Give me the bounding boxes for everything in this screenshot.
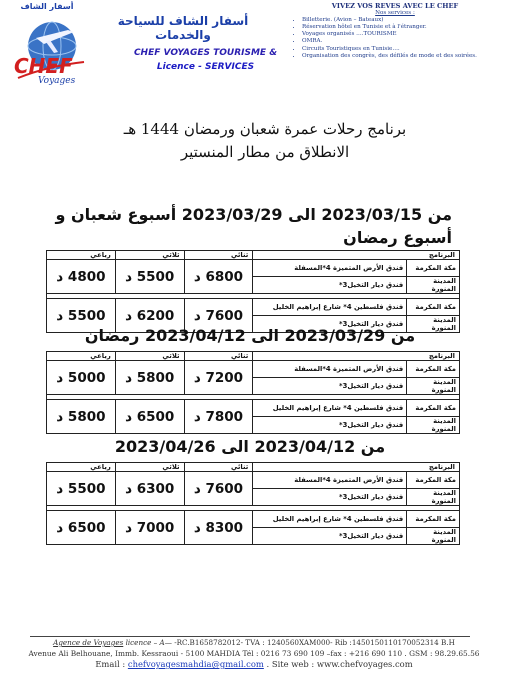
logo-subtext: Voyages (38, 76, 76, 86)
col-header-triple: ثلاثي (115, 352, 184, 361)
city-cell: المدينة المنورة (407, 417, 460, 434)
services-list (288, 17, 502, 60)
service-item: • Circuits Touristiques en Tunisie…. (302, 46, 502, 53)
table-row (47, 511, 460, 528)
price-quad: 5800 د (47, 400, 116, 434)
section-heading-1: من 2023/03/15 الى 2023/03/29 أسبوع شعبان و أسبوع رمضان (55, 205, 452, 247)
logo-text: CHEF (14, 54, 73, 78)
price-double: 7800 د (184, 400, 253, 434)
col-header-double: ثنائي (184, 251, 253, 260)
table-row (47, 400, 460, 417)
col-header-quad: رباعي (47, 463, 116, 472)
col-header-double: ثنائي (184, 352, 253, 361)
table-row (47, 299, 460, 316)
slogan: VIVEZ VOS REVES AVEC LE CHEF (331, 2, 459, 10)
city-cell: المدينة المنورة (407, 489, 460, 506)
price-triple: 6500 د (115, 400, 184, 434)
col-header-program: البرنامج (253, 463, 460, 472)
hotel-cell: فندق ديار التخيل3* (253, 528, 407, 545)
price-table-3 (46, 462, 460, 545)
email-label: Email : (95, 659, 126, 669)
hotel-cell: فندق ديار التخيل3* (253, 277, 407, 294)
footer-address-line (24, 648, 484, 659)
city-cell: مكة المكرمة (407, 472, 460, 489)
price-quad: 6500 د (47, 511, 116, 545)
footer-address: Avenue Ali Belhouane, Immb. Kessraoui - 5100 MAHDIA (28, 649, 241, 658)
city-cell: المدينة المنورة (407, 316, 460, 333)
city-cell: مكة المكرمة (407, 299, 460, 316)
col-header-quad: رباعي (47, 251, 116, 260)
services-label: SERVICES (205, 62, 255, 72)
col-header-program: البرنامج (253, 352, 460, 361)
chef-logo (8, 2, 92, 94)
service-item: • Réservation hôtel en Tunisie et à l'étranger. (302, 24, 502, 31)
agency-name-french (128, 46, 283, 74)
city-cell: المدينة المنورة (407, 277, 460, 294)
city-cell: مكة المكرمة (407, 260, 460, 277)
price-double: 8300 د (184, 511, 253, 545)
service-item: • Billetterie. (Avion – Bateaux) (302, 17, 502, 24)
price-triple: 5800 د (115, 361, 184, 395)
price-quad: 4800 د (47, 260, 116, 294)
footer-licence: licence – A— (125, 638, 172, 647)
city-cell: مكة المكرمة (407, 511, 460, 528)
price-triple: 7000 د (115, 511, 184, 545)
footer-contact-line (24, 659, 484, 670)
col-header-quad: رباعي (47, 352, 116, 361)
col-header-double: ثنائي (184, 463, 253, 472)
price-table-1 (46, 250, 460, 333)
city-cell: مكة المكرمة (407, 361, 460, 378)
col-header-triple: ثلاثي (115, 463, 184, 472)
agency-name-arabic: أسفار الشاف للسياحة والخدمات (117, 14, 249, 42)
hotel-cell: فندق فلسطين 4* شارع إبراهيم الخليل (253, 511, 407, 528)
price-double: 7600 د (184, 472, 253, 506)
price-triple: 6200 د (115, 299, 184, 333)
price-quad: 5500 د (47, 299, 116, 333)
hotel-cell: فندق ديار التخيل3* (253, 417, 407, 434)
section-heading-3: من 2023/04/12 الى 2023/04/26 (114, 437, 386, 456)
price-double: 7200 د (184, 361, 253, 395)
arabic-brand-small: أسفار الشاف (20, 2, 74, 11)
col-header-triple: ثلاثي (115, 251, 184, 260)
section-heading-2: من 2023/03/29 الى 2023/04/12 رمضان (84, 326, 416, 345)
city-cell: المدينة المنورة (407, 378, 460, 395)
site-link[interactable]: www.chefvoyages.com (316, 659, 413, 669)
service-item: • Organisation des congrès, des défilés de mode et des soirées. (302, 53, 502, 60)
hotel-cell: فندق الأرض المتميزة 4*المسفلة (253, 260, 407, 277)
hotel-cell: فندق ديار التخيل3* (253, 316, 407, 333)
price-double: 7600 د (184, 299, 253, 333)
price-double: 6800 د (184, 260, 253, 294)
price-triple: 6300 د (115, 472, 184, 506)
services-box (288, 3, 502, 60)
footer-agency: Agence de Voyages (53, 638, 124, 647)
table-row (47, 260, 460, 277)
hotel-cell: فندق الأرض المتميزة 4*المسفلة (253, 361, 407, 378)
footer-phones: Tél : 0216 73 690 109 –fax : +216 690 110 . GSM : 98.29.65.56 (242, 649, 480, 658)
agency-name-line: CHEF VOYAGES TOURISME & (133, 48, 278, 58)
city-cell: المدينة المنورة (407, 528, 460, 545)
table-row (47, 361, 460, 378)
site-label: . Site web : (266, 659, 315, 669)
services-title: Nos services : (375, 10, 415, 17)
table-row (47, 472, 460, 489)
hotel-cell: فندق فلسطين 4* شارع إبراهيم الخليل (253, 400, 407, 417)
hotel-cell: فندق فلسطين 4* شارع إبراهيم الخليل (253, 299, 407, 316)
price-quad: 5000 د (47, 361, 116, 395)
footer-legal-line (24, 637, 484, 648)
price-triple: 5500 د (115, 260, 184, 294)
footer-registration: -RC.B1658782012- TVA : 1240560XAM000- Rib :1450150110170052314 B.H (174, 638, 455, 647)
email-link[interactable]: chefvoyagesmahdia@gmail.com (127, 659, 264, 669)
licence-label: Licence - (156, 62, 202, 72)
price-quad: 5500 د (47, 472, 116, 506)
hotel-cell: فندق ديار التخيل3* (253, 378, 407, 395)
service-item: • OMRA. (302, 38, 502, 45)
hotel-cell: فندق ديار التخيل3* (253, 489, 407, 506)
hotel-cell: فندق الأرض المتميزة 4*المسفلة (253, 472, 407, 489)
col-header-program: البرنامج (253, 251, 460, 260)
service-item: • Voyages organisés ….TOURISME (302, 31, 502, 38)
program-subtitle: الانطلاق من مطار المنستير (180, 143, 350, 161)
program-title: برنامج رحلات عمرة شعبان ورمضان 1444 هـ (123, 120, 407, 138)
price-table-2 (46, 351, 460, 434)
city-cell: مكة المكرمة (407, 400, 460, 417)
